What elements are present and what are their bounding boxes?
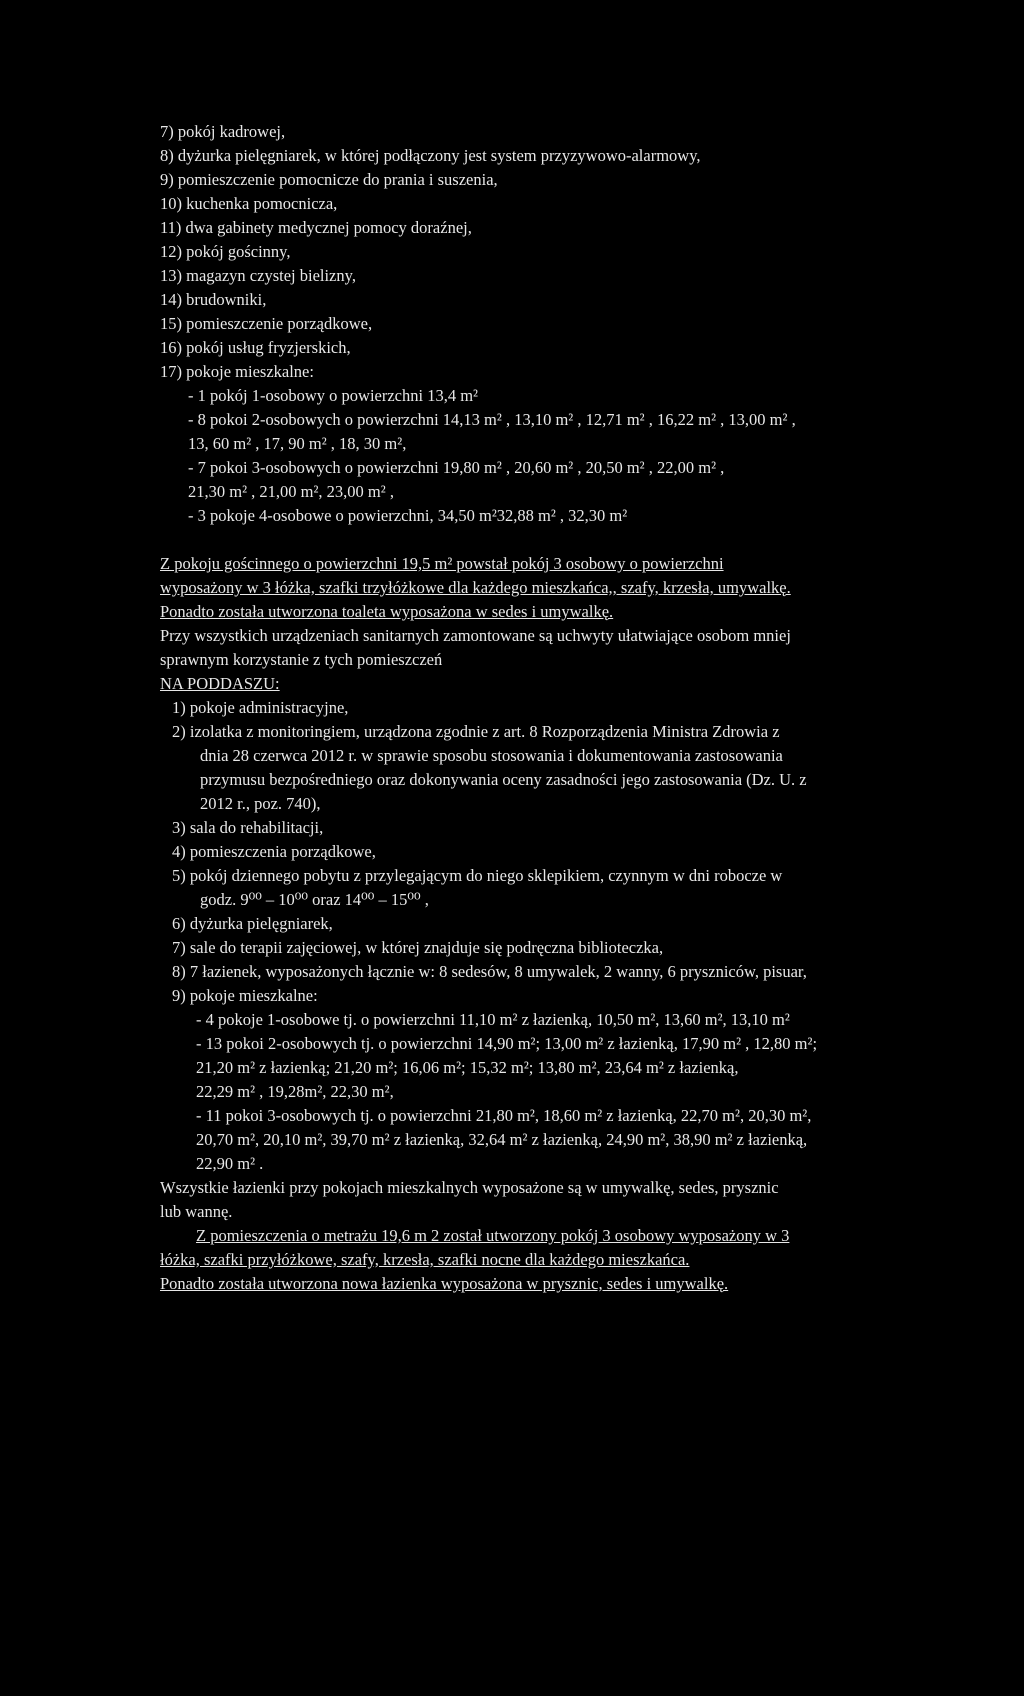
list-item: 8) 7 łazienek, wyposażonych łącznie w: 8 sedesów, 8 umywalek, 2 wanny, 6 pryszniców, pisuar, [172, 962, 807, 981]
list-item: 11) dwa gabinety medycznej pomocy doraźnej, [160, 218, 472, 237]
list-item: 5) pokój dziennego pobytu z przylegającym do niego sklepikiem, czynnym w dni robocze w [172, 866, 783, 885]
room-line: 21,20 m² z łazienką; 21,20 m²; 16,06 m²; 15,32 m²; 13,80 m², 23,64 m² z łazienką, [196, 1058, 739, 1077]
room-line: 22,90 m² . [196, 1154, 264, 1173]
room-line: - 4 pokoje 1-osobowe tj. o powierzchni 11,10 m² z łazienką, 10,50 m², 13,60 m², 13,10 m² [196, 1010, 790, 1029]
room-line: - 7 pokoi 3-osobowych o powierzchni 19,80 m² , 20,60 m² , 20,50 m² , 22,00 m² , [188, 458, 725, 477]
note-line: wyposażony w 3 łóżka, szafki trzyłóżkowe dla każdego mieszkańca,, szafy, krzesła, umywalkę. [160, 578, 791, 597]
list-item: 6) dyżurka pielęgniarek, [172, 914, 333, 933]
room-line: - 11 pokoi 3-osobowych tj. o powierzchni 21,80 m², 18,60 m² z łazienką, 22,70 m², 20,30 m², [196, 1106, 812, 1125]
list-item: 13) magazyn czystej bielizny, [160, 266, 356, 285]
room-line: 21,30 m² , 21,00 m², 23,00 m² , [188, 482, 394, 501]
paragraph-line: Wszystkie łazienki przy pokojach mieszkalnych wyposażone są w umywalkę, sedes, prysznic [160, 1178, 779, 1197]
list-item-cont: dnia 28 czerwca 2012 r. w sprawie sposobu stosowania i dokumentowania zastosowania [200, 746, 783, 765]
room-line: - 1 pokój 1-osobowy o powierzchni 13,4 m² [188, 386, 478, 405]
list-item: 15) pomieszczenie porządkowe, [160, 314, 373, 333]
note-line: Z pomieszczenia o metrażu 19,6 m 2 został utworzony pokój 3 osobowy wyposażony w 3 [196, 1226, 790, 1245]
list-item: 17) pokoje mieszkalne: [160, 362, 314, 381]
room-line: - 8 pokoi 2-osobowych o powierzchni 14,13 m² , 13,10 m² , 12,71 m² , 16,22 m² , 13,00 m² , [188, 410, 796, 429]
paragraph-line: lub wannę. [160, 1202, 233, 1221]
list-item: 9) pomieszczenie pomocnicze do prania i suszenia, [160, 170, 498, 189]
room-line: - 3 pokoje 4-osobowe o powierzchni, 34,50 m²32,88 m² , 32,30 m² [188, 506, 628, 525]
list-item: 7) sale do terapii zajęciowej, w której znajduje się podręczna biblioteczka, [172, 938, 664, 957]
list-item-cont: godz. 9⁰⁰ – 10⁰⁰ oraz 14⁰⁰ – 15⁰⁰ , [200, 890, 429, 909]
list-item: 1) pokoje administracyjne, [172, 698, 349, 717]
list-item: 7) pokój kadrowej, [160, 122, 286, 141]
list-item: 8) dyżurka pielęgniarek, w której podłączony jest system przyzywowo-alarmowy, [160, 146, 701, 165]
room-line: 22,29 m² , 19,28m², 22,30 m², [196, 1082, 394, 1101]
paragraph-line: sprawnym korzystanie z tych pomieszczeń [160, 650, 443, 669]
list-item: 2) izolatka z monitoringiem, urządzona zgodnie z art. 8 Rozporządzenia Ministra Zdrowia z [172, 722, 780, 741]
list-item: 4) pomieszczenia porządkowe, [172, 842, 376, 861]
list-item-cont: przymusu bezpośredniego oraz dokonywania oceny zasadności jego zastosowania (Dz. U. z [200, 770, 807, 789]
list-item: 14) brudowniki, [160, 290, 267, 309]
note-line: łóżka, szafki przyłóżkowe, szafy, krzesła, szafki nocne dla każdego mieszkańca. [160, 1250, 690, 1269]
note-line: Z pokoju gościnnego o powierzchni 19,5 m² powstał pokój 3 osobowy o powierzchni [160, 554, 724, 573]
list-item: 12) pokój gościnny, [160, 242, 291, 261]
note-line: Ponadto została utworzona nowa łazienka wyposażona w prysznic, sedes i umywalkę. [160, 1274, 729, 1293]
paragraph-line: Przy wszystkich urządzeniach sanitarnych zamontowane są uchwyty ułatwiające osobom mniej [160, 626, 791, 645]
list-item: 10) kuchenka pomocnicza, [160, 194, 338, 213]
note-line: Ponadto została utworzona toaleta wyposażona w sedes i umywalkę. [160, 602, 614, 621]
list-item: 9) pokoje mieszkalne: [172, 986, 318, 1005]
section-heading: NA PODDASZU: [160, 674, 280, 693]
room-line: 20,70 m², 20,10 m², 39,70 m² z łazienką, 32,64 m² z łazienką, 24,90 m², 38,90 m² z łazienką, [196, 1130, 808, 1149]
room-line: 13, 60 m² , 17, 90 m² , 18, 30 m², [188, 434, 407, 453]
list-item-cont: 2012 r., poz. 740), [200, 794, 321, 813]
room-line: - 13 pokoi 2-osobowych tj. o powierzchni 14,90 m²; 13,00 m² z łazienką, 17,90 m² , 12,80 m²; [196, 1034, 818, 1053]
list-item: 3) sala do rehabilitacji, [172, 818, 324, 837]
list-item: 16) pokój usług fryzjerskich, [160, 338, 351, 357]
